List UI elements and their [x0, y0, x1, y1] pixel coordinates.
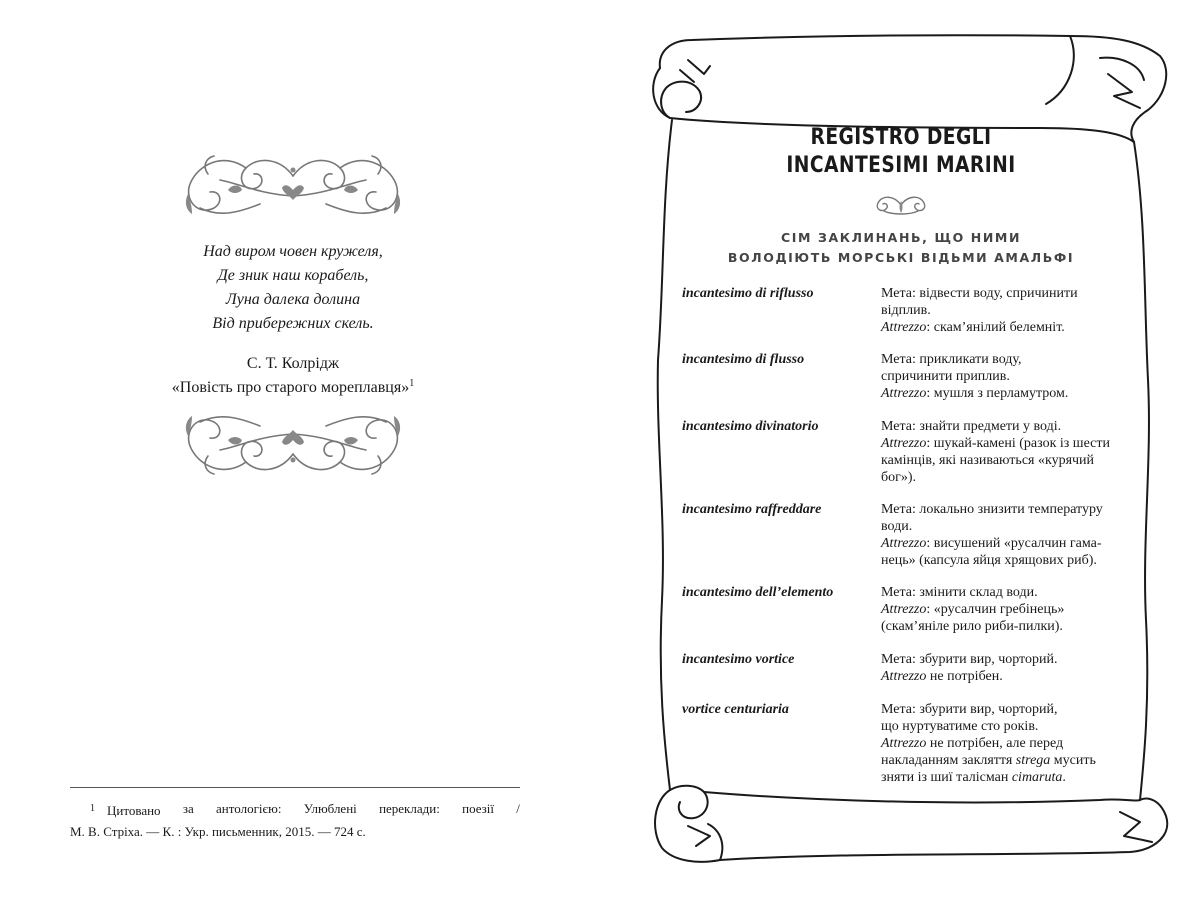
- poem-line: Де зник наш корабель,: [217, 267, 369, 284]
- spell-name: incantesimo vortice: [682, 652, 795, 667]
- spell-description: Мета: відвести воду, спричинити відплив. Attrezzo: скам’янілий белемніт.: [881, 286, 1078, 335]
- poem-author: С. Т. Колрідж: [246, 355, 340, 372]
- footnote-number: 1: [90, 803, 95, 814]
- poem-epigraph: [140, 240, 446, 336]
- spell-name: vortice centuriaria: [682, 702, 789, 717]
- spell-name: incantesimo divinatorio: [682, 419, 819, 434]
- spell-description: Мета: змінити склад води. Attrezzo: «русалчин гребінець» (скам’яніле рило риби-пилки).: [881, 585, 1065, 634]
- spell-description: Мета: знайти предмети у воді. Attrezzo: шукай-камені (разок із шести камінців, які називаються «курячий бог»).: [881, 419, 1110, 485]
- spell-description: Мета: прикликати воду, спричинити приплив. Attrezzo: мушля з перламутром.: [881, 352, 1069, 401]
- footnote-line: $^1$ Цитовано за антологією: Улюблені переклади: поезії /: [90, 801, 520, 818]
- flourish-ornament-icon: [870, 191, 932, 217]
- spell-name: incantesimo dell’elemento: [682, 585, 834, 600]
- subtitle-line: СІМ ЗАКЛИНАНЬ, ЩО НИМИ: [780, 230, 1022, 245]
- poem-attribution: [140, 352, 446, 400]
- register-title: [739, 124, 1064, 180]
- title-line: INCANTESIMI MARINI: [786, 153, 1016, 178]
- poem-line: Луна далека долина: [225, 291, 361, 308]
- poem-line: Над виром човен кружеля,: [203, 243, 383, 260]
- register-subtitle: [710, 228, 1092, 268]
- spell-name: incantesimo di riflusso: [682, 286, 814, 301]
- footnote-divider: [70, 787, 520, 788]
- footnote-line: М. В. Стріха. — К. : Укр. письменник, 2015. — 724 с.: [70, 824, 366, 839]
- subtitle-line: ВОЛОДІЮТЬ МОРСЬКІ ВІДЬМИ АМАЛЬФІ: [727, 250, 1075, 265]
- spell-name: incantesimo raffreddare: [682, 502, 822, 517]
- spell-description: Мета: збурити вир, чорторий. Attrezzo не потрібен.: [881, 652, 1058, 684]
- title-line: REGISTRO DEGLI: [810, 125, 992, 150]
- footnote: [70, 798, 520, 842]
- baroque-scroll-ornament-icon: [180, 150, 406, 222]
- poem-source: [140, 376, 446, 400]
- right-page: [600, 0, 1200, 900]
- spell-name: incantesimo di flusso: [682, 352, 805, 367]
- poem-line: Від прибережних скель.: [212, 315, 374, 332]
- baroque-scroll-ornament-icon: [180, 408, 406, 480]
- footnote-reference: 1: [409, 378, 415, 389]
- work-title: «Повість про старого мореплавця»: [171, 379, 410, 396]
- spell-description: Мета: збурити вир, чорторий, що нуртуватиме сто років. Attrezzo не потрібен, але перед накладанням закляття strega мусить зняти із шиї талісман cimaruta.: [881, 702, 1096, 785]
- spell-description: Мета: локально знизити температуру води. Attrezzo: висушений «русалчин гама- нець» (капсула яйця хрящових риб).: [881, 502, 1103, 568]
